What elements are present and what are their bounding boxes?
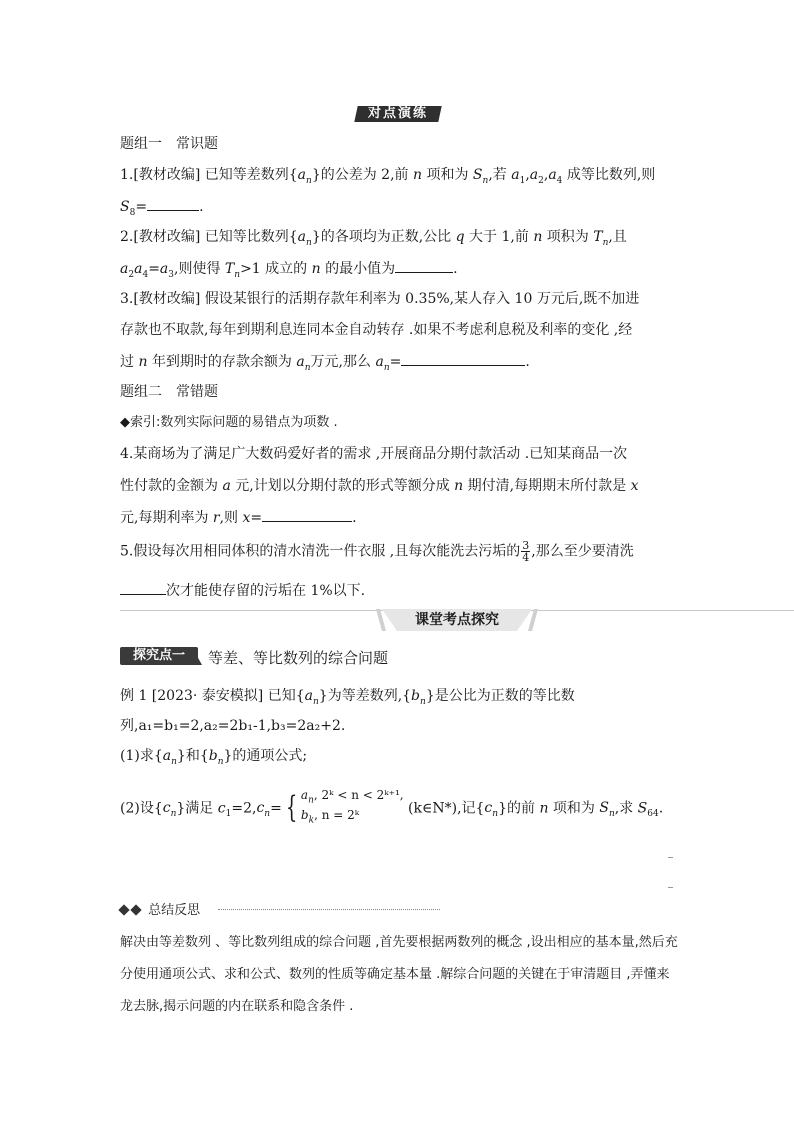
q5-text: ,那么至少要清洗 <box>531 543 634 560</box>
q2-text: >1 成立的 <box>240 261 308 277</box>
example-text: . <box>658 800 664 817</box>
q4-text: 性付款的金额为 <box>120 478 218 494</box>
q2-text: 项积为 <box>546 229 589 245</box>
q1-text: }的公差为 2,前 <box>311 167 409 183</box>
piecewise-cases: $a_n$, 2ᵏ < n < 2ᵏ⁺¹, $b_k$, n = 2ᵏ <box>300 788 404 826</box>
question-3-line2: 存款也不取款,每年到期利息连同本金自动转存 .如果不考虑利息税及利率的变化 ,经 <box>120 322 633 338</box>
practice-banner <box>356 104 440 124</box>
q4-text: = <box>250 510 263 526</box>
q3-text: = <box>389 354 402 370</box>
piece-condition: n = 2ᵏ <box>321 808 360 823</box>
example-text: 项和为 <box>552 800 595 817</box>
answer-blank[interactable] <box>120 580 166 595</box>
banner-title: 对点演练 <box>367 106 428 121</box>
q2-text: 已知等比数列{ <box>204 229 298 245</box>
question-5-line1 <box>120 540 634 563</box>
margin-mark <box>668 887 673 888</box>
q4-text: . <box>352 510 357 526</box>
q2-text: ,且 <box>608 229 627 245</box>
q2-text: 大于 1,前 <box>469 229 529 245</box>
group1-title: 题组一 常识题 <box>120 136 218 152</box>
q5-text: 5.假设每次用相同体积的清水清洗一件衣服 ,且每次能洗去污垢的 <box>120 543 521 560</box>
q4-text: 元,计划以分期付款的形式等额分成 <box>235 478 450 494</box>
q4-text: 期付清,每期期末所付款是 <box>467 478 627 494</box>
summary-line: 龙去脉,揭示问题的内在联系和隐含条件 . <box>120 999 354 1014</box>
piece-condition: 2ᵏ < n < 2ᵏ⁺¹, <box>321 788 404 802</box>
example-part1: (1)求$\{a_n\}$和$\{b_n\}$的通项公式; <box>120 748 308 767</box>
group2-title: 题组二 常错题 <box>120 384 218 400</box>
q3-text: 万元,那么 <box>310 354 371 370</box>
fraction <box>521 540 530 563</box>
answer-blank[interactable] <box>262 507 352 522</box>
summary-line: 解决由等差数列 、等比数列组成的综合问题 ,首先要根据两数列的概念 ,设出相应的基本量,然后充 <box>120 935 678 950</box>
example-line2: 列,a₁=b₁=2,a₂=2b₁-1,b₃=2a₂+2. <box>120 718 346 734</box>
answer-blank[interactable] <box>147 196 199 211</box>
q2-text: ,则使得 <box>174 261 221 277</box>
q2-text: }的各项均为正数,公比 <box>311 229 452 245</box>
section-banner-title: 课堂考点探究 <box>415 612 499 628</box>
answer-blank[interactable] <box>401 351 525 366</box>
q1-text: 已知等差数列{ <box>204 167 298 183</box>
example-line1: 例 1 [2023· 泰安模拟] 已知$\{a_n\}$为等差数列$,\{b_n\}$是公比为正数的等比数 <box>120 688 575 707</box>
margin-mark <box>668 857 673 858</box>
example-text: }满足 <box>176 800 214 817</box>
question-5-line2 <box>120 580 365 601</box>
example-text: }是公比为正数的等比数 <box>425 688 575 704</box>
hint-text: ◆索引:数列实际问题的易错点为项数 . <box>120 415 338 430</box>
q2-text: = <box>148 261 160 277</box>
question-1-line1: 1.[教材改编] 已知等差数列$\{a_n\}$的公差为 2,前 n 项和为 $S_n$,若 $a_1,a_2,a_4$ 成等比数列,则 <box>120 167 656 186</box>
q4-text: 元,每期利率为 <box>120 510 209 526</box>
example-text: , <box>251 800 257 817</box>
example-text: 例 1 [2023· 泰安模拟] 已知{ <box>120 688 305 704</box>
question-4-line3: 元,每期利率为 r,则 x= . <box>120 507 357 528</box>
summary-title: 总结反思 <box>148 903 201 918</box>
section-title: 等差、等比数列的综合问题 <box>208 649 389 667</box>
example-text: ,记{ <box>457 800 485 817</box>
example-part2: (2)设$\{c_n\}$满足 $c_1=2,c_n=$ { $a_n$, 2ᵏ < n < 2ᵏ⁺¹, $b_k$, n = 2ᵏ (k∈N*),记$\{c_n\}$的前 n 项和为 $S_n$,求 $S_{64}$. <box>120 788 663 829</box>
example-text: }和{ <box>176 748 209 764</box>
question-4-line1: 4.某商场为了满足广大数码爱好者的需求 ,开展商品分期付款活动 .已知某商品一次 <box>120 446 628 462</box>
q1-text: = <box>135 199 148 215</box>
example-text: }的通项公式; <box>223 748 308 764</box>
q2-prefix: 2.[教材改编] <box>120 229 201 245</box>
q1-text: ,若 <box>488 167 507 183</box>
brace-symbol: { <box>285 790 298 826</box>
q1-text: . <box>199 199 204 215</box>
example-text: (1)求{ <box>120 748 163 764</box>
summary-header <box>120 901 200 921</box>
q3-text: 过 <box>120 354 134 370</box>
q1-text: 项和为 <box>426 167 469 183</box>
q5-text: 次才能使存留的污垢在 1%以下. <box>166 583 366 599</box>
summary-line: 分使用通项公式、求和公式、数列的性质等确定基本量 .解综合问题的关键在于审清题目 ,弄懂来 <box>120 967 670 982</box>
question-2-line1: 2.[教材改编] 已知等比数列$\{a_n\}$的各项均为正数,公比 q 大于 1,前 n 项积为 $T_n$,且 <box>120 229 627 248</box>
question-2-line2: $a_2a_4=a_3$,则使得 $T_n>1$ 成立的 n 的最小值为 . <box>120 258 458 285</box>
example-text: (k∈N*) <box>408 800 458 817</box>
explore-badge: 探究点一 <box>120 647 198 665</box>
question-1-line2: $S_8=$ . <box>120 196 204 223</box>
q4-text: ,则 <box>219 510 239 526</box>
q3-text: 年到期时的存款余额为 <box>151 354 292 370</box>
summary-dotted-line <box>218 909 440 910</box>
question-4-line2: 性付款的金额为 a 元,计划以分期付款的形式等额分成 n 期付清,每期期末所付款是 x <box>120 478 639 494</box>
example-text: }的前 <box>498 800 535 817</box>
example-text: ,求 <box>614 800 634 817</box>
q1-prefix: 1.[教材改编] <box>120 167 201 183</box>
question-3-line1: 3.[教材改编] 假设某银行的活期存款年利率为 0.35%,某人存入 10 万元后,既不加进 <box>120 291 640 307</box>
q3-text: . <box>525 354 530 370</box>
diamond-icon <box>130 904 141 915</box>
section-banner <box>382 609 532 631</box>
diamond-icon <box>118 904 129 915</box>
q1-text: 成等比数列,则 <box>566 167 656 183</box>
question-3-line3: 过 n 年到期时的存款余额为 $a_n$万元,那么 $a_n=$ . <box>120 351 530 378</box>
example-text: (2)设{ <box>120 800 163 817</box>
q2-text: . <box>453 261 458 277</box>
q2-text: 的最小值为 <box>325 261 396 277</box>
example-text: }为等差数列,{ <box>318 688 412 704</box>
fraction-numerator: 3 <box>522 539 530 552</box>
answer-blank[interactable] <box>395 258 453 273</box>
fraction-denominator: 4 <box>522 551 530 564</box>
